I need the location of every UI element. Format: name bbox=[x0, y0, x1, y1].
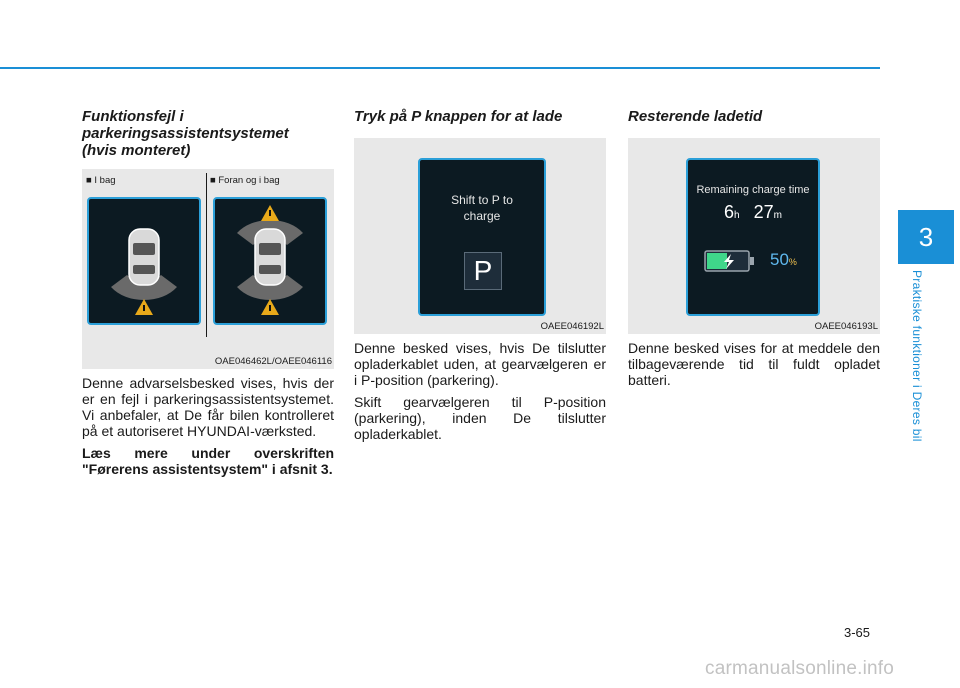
warning-icon-mark bbox=[143, 305, 145, 311]
shift-message bbox=[420, 192, 544, 224]
figure-caption: OAE046462L/OAEE046116 bbox=[214, 356, 332, 367]
warning-icon-mark bbox=[269, 305, 271, 311]
body-paragraph-note: Læs mere under overskriften "Førerens assistentsystem" i afsnit 3. bbox=[82, 445, 334, 477]
battery-tip bbox=[750, 257, 754, 265]
warning-icon-mark bbox=[269, 210, 271, 216]
rear-sensor-graphic bbox=[89, 199, 199, 323]
figure-caption: OAEE046193L bbox=[814, 321, 878, 332]
chapter-number: 3 bbox=[918, 221, 934, 252]
column-remaining-charge bbox=[628, 108, 880, 388]
heading-line: (hvis monteret) bbox=[82, 142, 191, 159]
shift-to-p-screen bbox=[418, 158, 546, 316]
page-number: 3-65 bbox=[844, 625, 871, 640]
label-rear: ■ I bag bbox=[86, 175, 116, 186]
column-shift-to-p bbox=[354, 108, 606, 442]
chapter-title: Praktiske funktioner i Deres bil bbox=[910, 270, 924, 442]
charge-time bbox=[688, 202, 818, 223]
hours-unit: h bbox=[734, 210, 740, 221]
label-front-rear: ■ Foran og i bag bbox=[210, 175, 280, 186]
heading-line: parkeringsassistentsystemet bbox=[82, 125, 289, 142]
minutes-unit: m bbox=[773, 210, 782, 221]
section-heading-shift-to-p: Tryk på P knappen for at lade bbox=[354, 108, 563, 125]
figure-divider bbox=[206, 173, 207, 337]
car-icon bbox=[255, 229, 285, 285]
percent-value: 50 bbox=[770, 250, 789, 269]
car-icon bbox=[129, 229, 159, 285]
parking-fault-figure bbox=[82, 169, 334, 369]
body-paragraph: Denne besked vises for at meddele den tilbageværende tid til fuldt opladet batteri. bbox=[628, 340, 880, 388]
body-paragraph: Skift gearvælgeren til P-position (parkering), inden De tilslutter opladerkablet. bbox=[354, 394, 606, 442]
remaining-charge-figure bbox=[628, 138, 880, 334]
front-rear-sensor-screen bbox=[213, 197, 327, 325]
remaining-charge-screen bbox=[686, 158, 820, 316]
shift-message-line: Shift to P to bbox=[451, 193, 513, 207]
gear-p-icon: P bbox=[464, 252, 502, 290]
battery-level bbox=[707, 253, 727, 269]
shift-message-line: charge bbox=[463, 209, 501, 223]
car-windshield bbox=[133, 243, 155, 255]
car-rear-window bbox=[133, 265, 155, 274]
watermark: carmanualsonline.info bbox=[705, 658, 895, 679]
heading-line: Funktionsfejl i bbox=[82, 108, 184, 125]
rear-sensor-screen bbox=[87, 197, 201, 325]
body-paragraph: Denne besked vises, hvis De tilslutter opladerkablet uden, at gearvælgeren er i P-position (parkering). bbox=[354, 340, 606, 388]
shift-to-p-figure bbox=[354, 138, 606, 334]
front-rear-sensor-graphic bbox=[215, 199, 325, 323]
figure-caption: OAEE046192L bbox=[540, 321, 604, 332]
body-paragraph: Denne advarselsbesked vises, hvis der er en fejl i parkeringsassistentsystemet. Vi anbefaler, at De får bilen kontrolleret på et autoriseret HYUNDAI-værksted. bbox=[82, 375, 334, 439]
battery-icon bbox=[704, 248, 756, 274]
column-parking-fault bbox=[82, 108, 334, 477]
header-rule bbox=[0, 67, 880, 69]
section-heading-parking-fault bbox=[82, 108, 334, 159]
minutes-value: 27 bbox=[753, 202, 774, 222]
car-windshield bbox=[259, 243, 281, 255]
charge-title: Remaining charge time bbox=[696, 184, 810, 196]
percent-unit: % bbox=[788, 257, 797, 267]
car-rear-window bbox=[259, 265, 281, 274]
charge-percent bbox=[770, 250, 797, 270]
hours-value: 6 bbox=[724, 202, 735, 222]
section-heading-remaining-charge: Resterende ladetid bbox=[628, 108, 763, 125]
chapter-tab bbox=[898, 210, 954, 264]
